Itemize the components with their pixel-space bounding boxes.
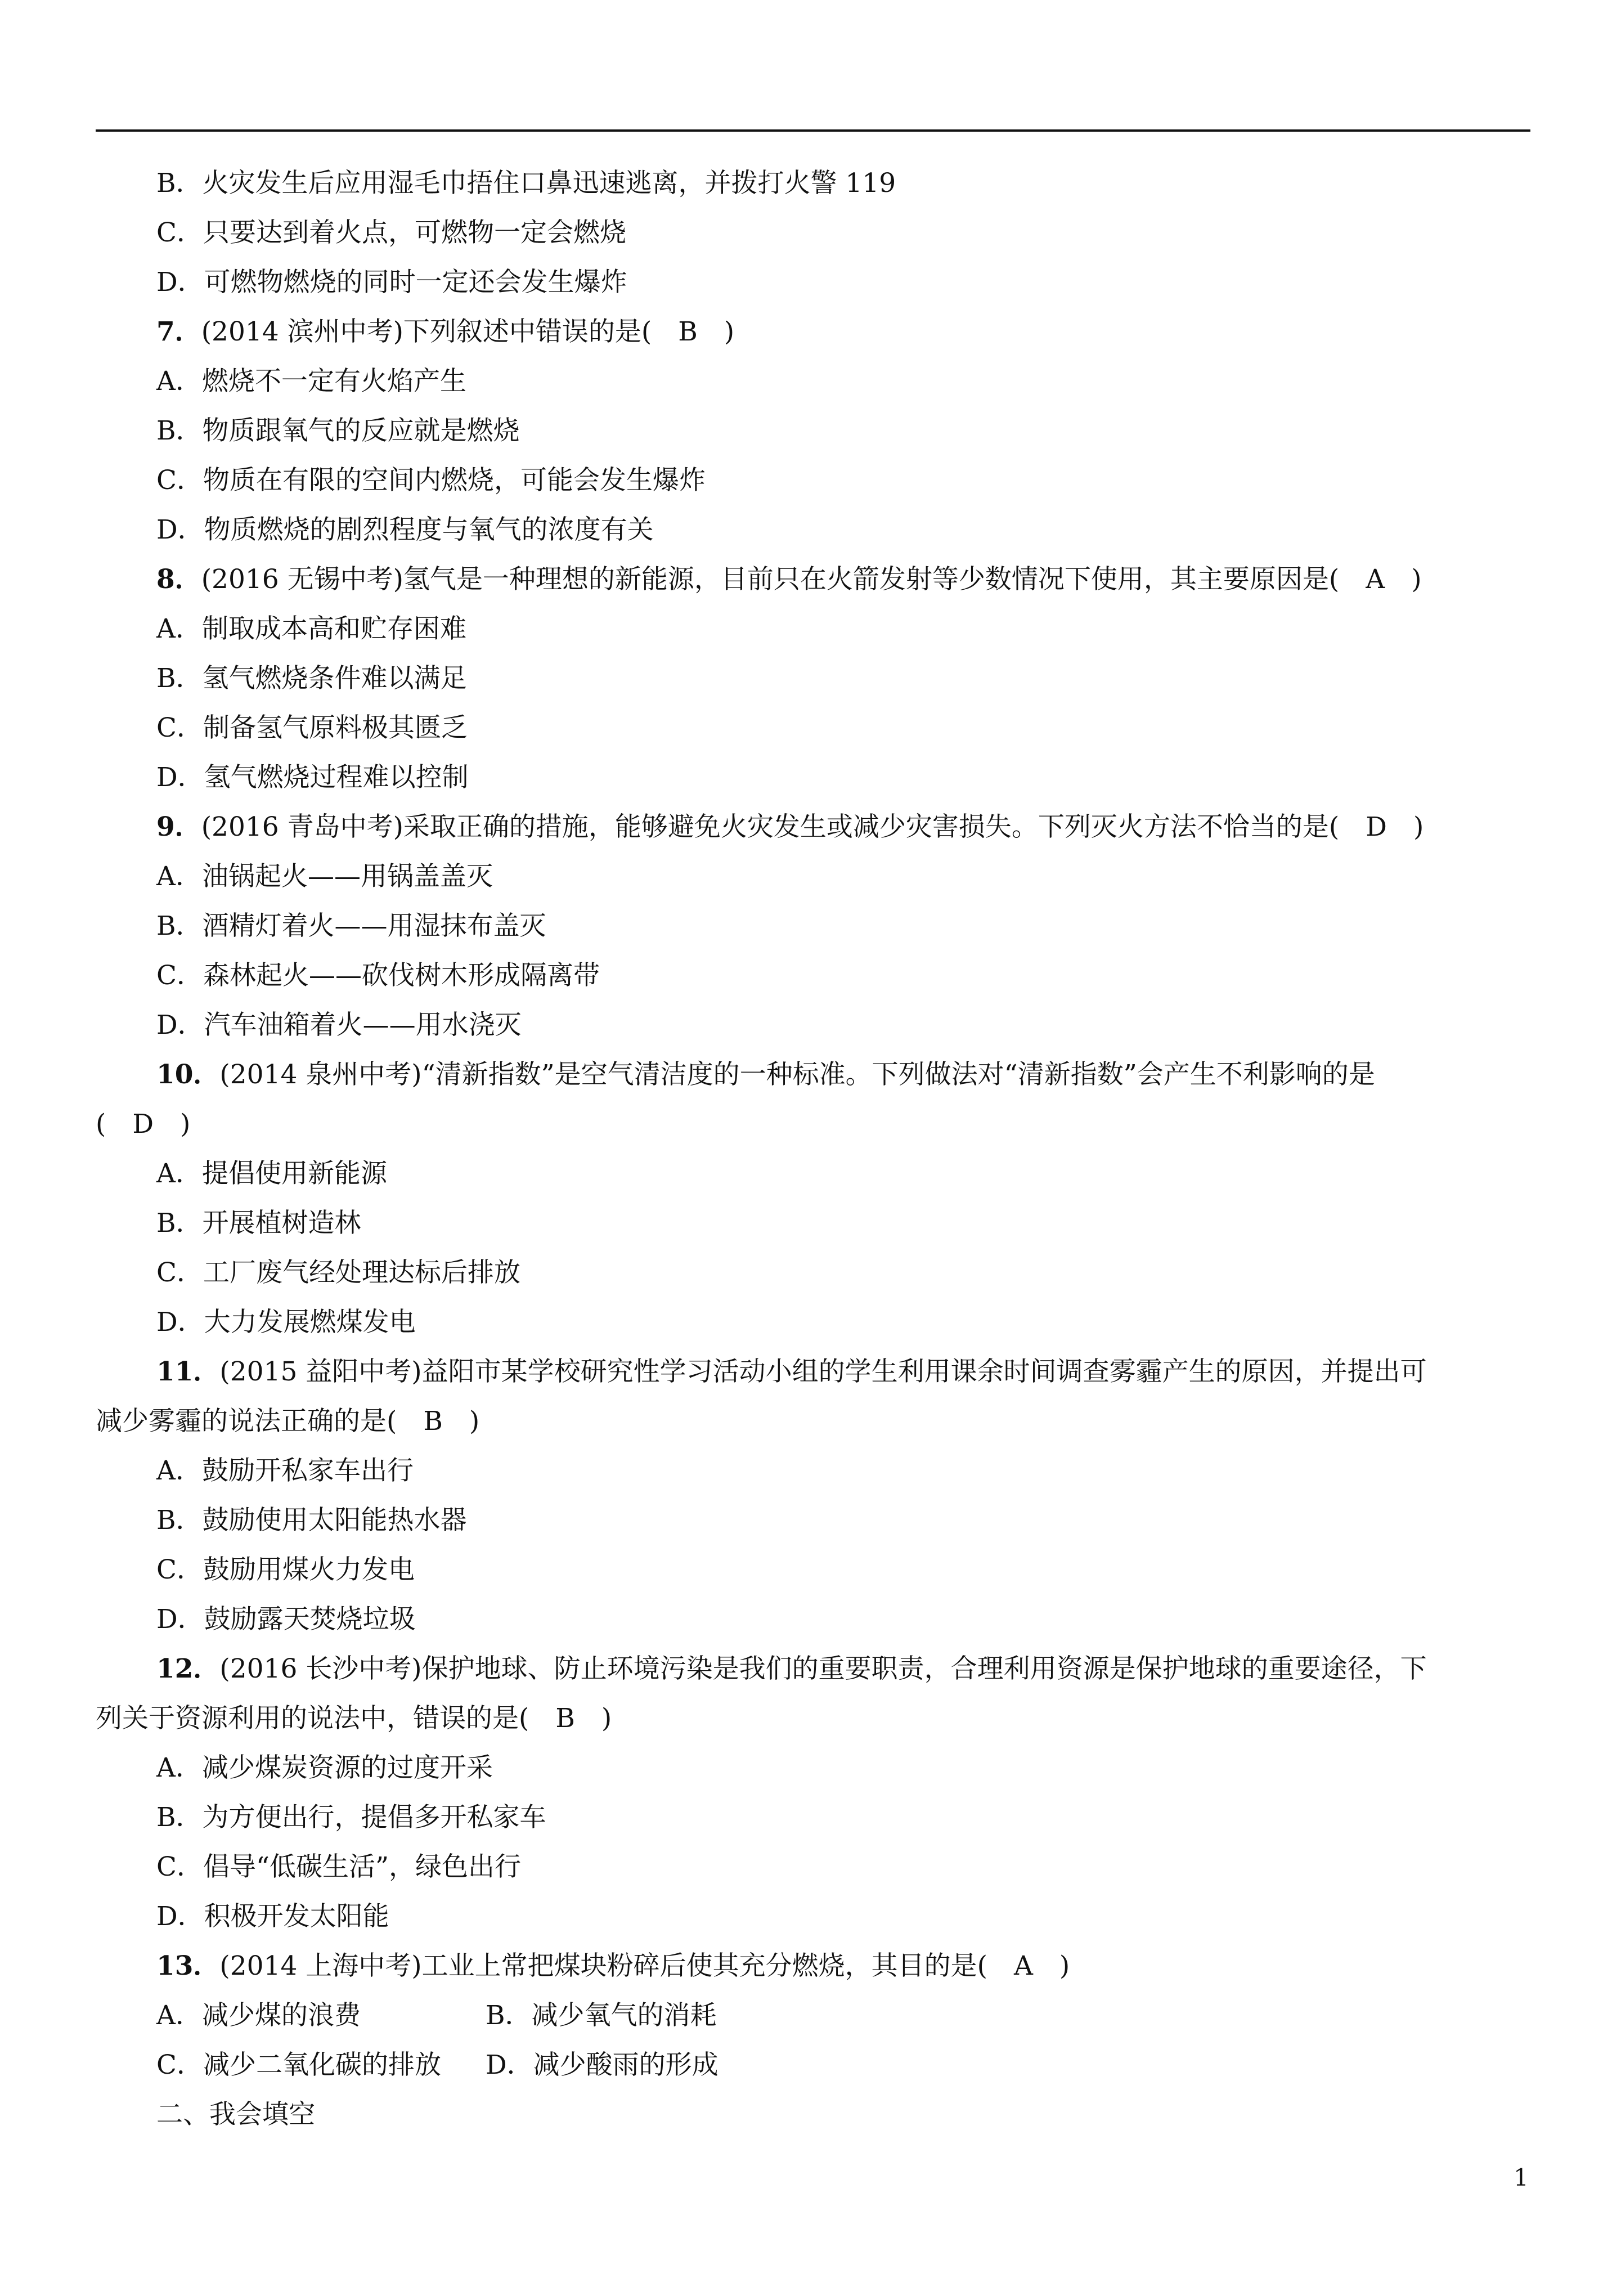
option-line: D．大力发展燃煤发电 (156, 1307, 416, 1338)
question-number: 10． (156, 1059, 220, 1090)
question-line (96, 1644, 1536, 1694)
question-continuation: ( D ) (96, 1109, 191, 1140)
question-line (96, 555, 1536, 604)
option-text: A．减少煤的浪费 (156, 2000, 361, 2031)
question-line (96, 1941, 1536, 1991)
option-line: B．为方便出行，提倡多开私家车 (156, 1802, 546, 1833)
option-line: B．酒精灯着火——用湿抹布盖灭 (156, 911, 546, 941)
option-line: D．氢气燃烧过程难以控制 (156, 762, 469, 793)
option-text: C．减少二氧化碳的排放 (156, 2050, 441, 2080)
option-text: B．减少氧气的消耗 (486, 2000, 717, 2031)
question-text: (2015 益阳中考)益阳市某学校研究性学习活动小组的学生利用课余时间调查雾霾产生的原因，并提出可 (219, 1356, 1427, 1387)
option-line: A．燃烧不一定有火焰产生 (156, 366, 466, 397)
option-line: D．鼓励露天焚烧垃圾 (156, 1604, 416, 1635)
question-number: 13． (156, 1950, 220, 1981)
question-text: (2014 上海中考)工业上常把煤块粉碎后使其充分燃烧，其目的是( A ) (219, 1950, 1070, 1981)
option-line: A．鼓励开私家车出行 (156, 1455, 414, 1486)
option-line: D．物质燃烧的剧烈程度与氧气的浓度有关 (156, 514, 654, 545)
question-line (96, 1050, 1536, 1100)
option-line: A．制取成本高和贮存困难 (156, 613, 466, 644)
option-line: C．倡导“低碳生活”，绿色出行 (156, 1851, 522, 1882)
question-text: (2014 泉州中考)“清新指数”是空气清洁度的一种标准。下列做法对“清新指数”会产生不利影响的是 (219, 1059, 1375, 1090)
question-number: 12． (156, 1653, 220, 1684)
option-line: B．开展植树造林 (156, 1208, 361, 1239)
option-line: A．减少煤炭资源的过度开采 (156, 1752, 493, 1783)
section-heading: 二、我会填空 (156, 2099, 315, 2130)
question-number: 7． (156, 316, 201, 347)
question-text: (2016 青岛中考)采取正确的措施，能够避免火灾发生或减少灾害损失。下列灭火方法不恰当的是( D ) (201, 811, 1424, 842)
option-line: B．物质跟氧气的反应就是燃烧 (156, 415, 520, 446)
question-number: 11． (156, 1356, 220, 1387)
option-line: C．森林起火——砍伐树木形成隔离带 (156, 960, 600, 991)
option-line: B．氢气燃烧条件难以满足 (156, 663, 467, 694)
question-number: 9． (156, 811, 201, 842)
option-line: C．物质在有限的空间内燃烧，可能会发生爆炸 (156, 465, 706, 496)
option-line: A．油锅起火——用锅盖盖灭 (156, 861, 493, 892)
option-line: C．工厂废气经处理达标后排放 (156, 1257, 520, 1288)
option-line: D．汽车油箱着火——用水浇灭 (156, 1010, 522, 1041)
option-line: D．积极开发太阳能 (156, 1901, 389, 1932)
option-line: A．提倡使用新能源 (156, 1158, 387, 1189)
option-pair-line (96, 2041, 1536, 2090)
option-line: D．可燃物燃烧的同时一定还会发生爆炸 (156, 267, 627, 298)
question-text: (2016 长沙中考)保护地球、防止环境污染是我们的重要职责，合理利用资源是保护地球的重要途径，下 (219, 1653, 1427, 1684)
option-line: B．鼓励使用太阳能热水器 (156, 1505, 467, 1536)
option-line: C．只要达到着火点，可燃物一定会燃烧 (156, 217, 626, 248)
option-pair-line (96, 1991, 1536, 2041)
option-text: D．减少酸雨的形成 (486, 2050, 719, 2080)
question-line (96, 802, 1536, 852)
option-line: C．制备氢气原料极其匮乏 (156, 712, 468, 743)
question-list (96, 159, 1536, 2140)
option-line: C．鼓励用煤火力发电 (156, 1554, 415, 1585)
header-rule (96, 129, 1530, 132)
question-number: 8． (156, 564, 201, 595)
page-number: 1 (1514, 2164, 1529, 2191)
question-text: (2016 无锡中考)氢气是一种理想的新能源，目前只在火箭发射等少数情况下使用，其主要原因是( A ) (201, 564, 1422, 595)
question-continuation: 列关于资源利用的说法中，错误的是( B ) (96, 1703, 612, 1734)
question-line (96, 307, 1536, 357)
question-text: (2014 滨州中考)下列叙述中错误的是( B ) (201, 316, 735, 347)
option-line: B．火灾发生后应用湿毛巾捂住口鼻迅速逃离，并拨打火警 119 (156, 168, 896, 199)
question-continuation: 减少雾霾的说法正确的是( B ) (96, 1406, 480, 1437)
question-line (96, 1347, 1536, 1397)
